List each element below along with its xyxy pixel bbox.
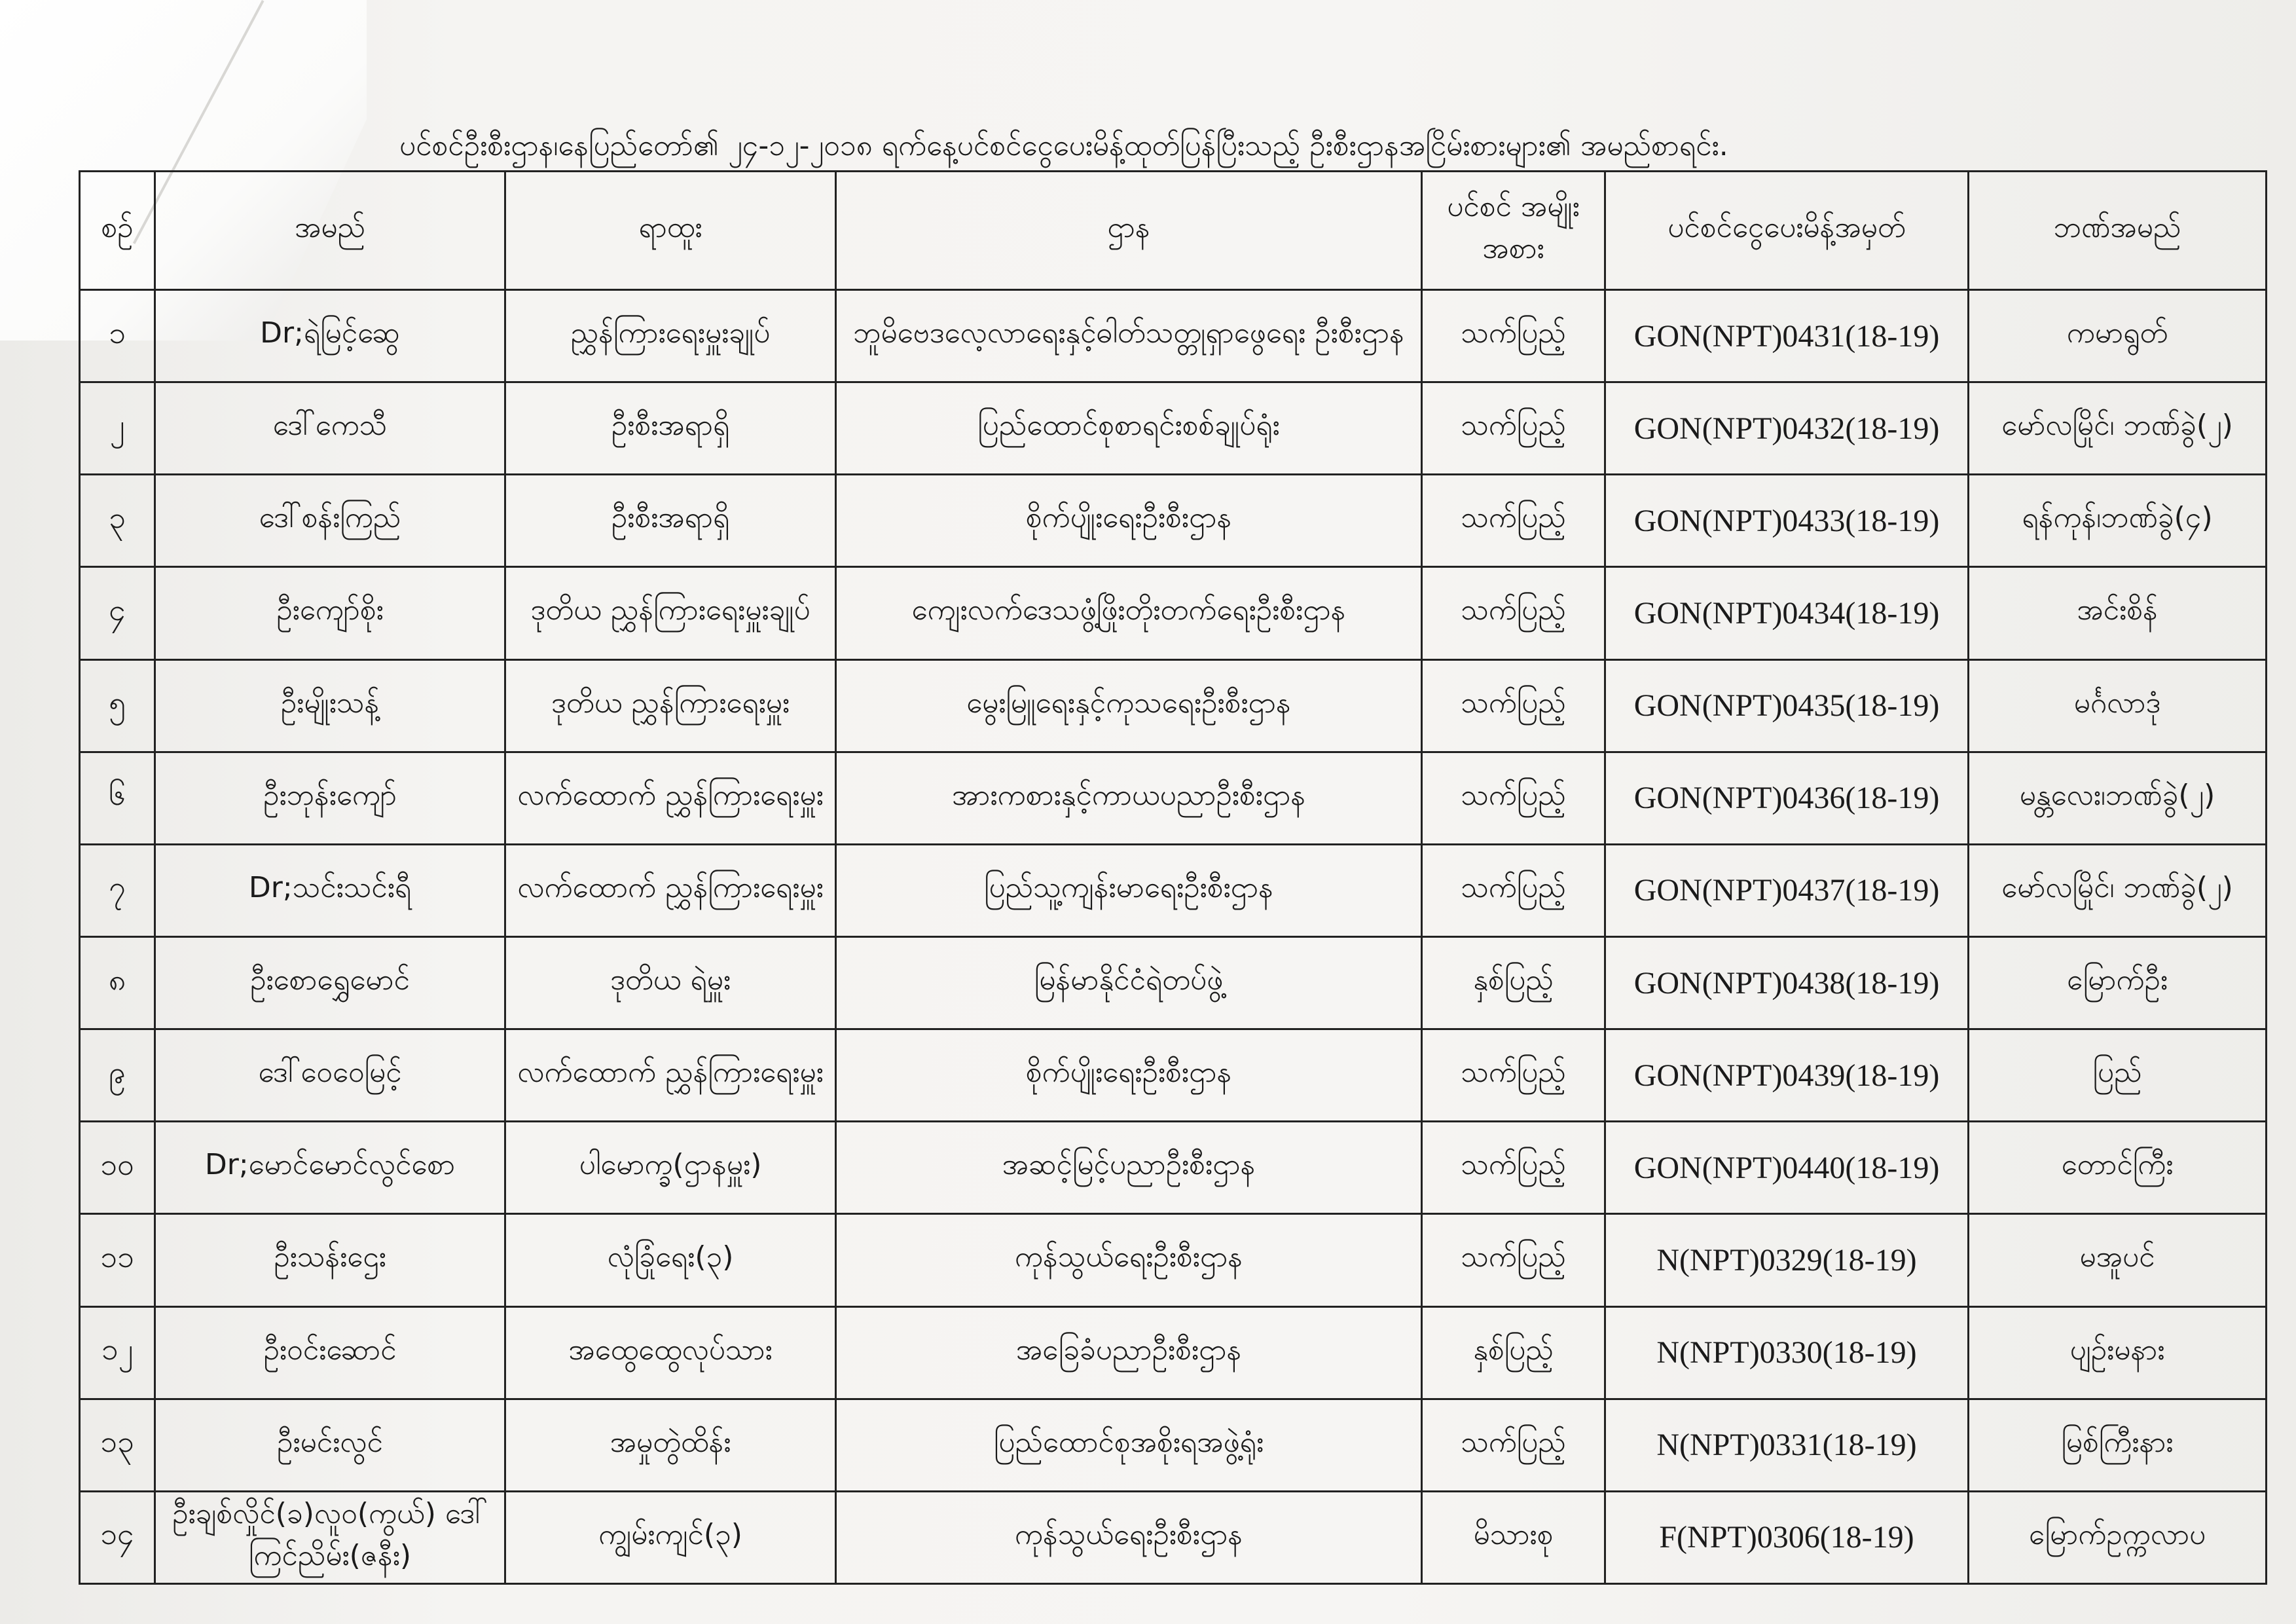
cell-department: မြန်မာနိုင်ငံရဲတပ်ဖွဲ့	[836, 936, 1422, 1029]
cell-rank: ညွှန်ကြားရေးမှူးချုပ်	[505, 290, 836, 382]
table-row	[80, 936, 2267, 1029]
table-row	[80, 1491, 2267, 1583]
cell-order-no: N(NPT)0329(18-19)	[1605, 1214, 1969, 1306]
cell-rank: လက်ထောက် ညွှန်ကြားရေးမှူး	[505, 1029, 836, 1122]
pensioner-table	[79, 170, 2267, 1585]
cell-bank: မော်လမြိုင်၊ ဘဏ်ခွဲ(၂)	[1969, 844, 2267, 936]
cell-pension-type: နှစ်ပြည့်	[1422, 1306, 1605, 1399]
cell-rank: ဦးစီးအရာရှိ	[505, 475, 836, 567]
cell-department: ပြည်ထောင်စုအစိုးရအဖွဲ့ရုံး	[836, 1399, 1422, 1491]
cell-order-no: GON(NPT)0438(18-19)	[1605, 936, 1969, 1029]
cell-name: Dr;သင်းသင်းရီ	[155, 844, 505, 936]
cell-department: ပြည်သူ့ကျန်းမာရေးဦးစီးဌာန	[836, 844, 1422, 936]
cell-pension-type: မိသားစု	[1422, 1491, 1605, 1583]
cell-no: ၆	[80, 752, 155, 844]
cell-name: ဒေါ်ကေသီ	[155, 382, 505, 475]
cell-department: ကုန်သွယ်ရေးဦးစီးဌာန	[836, 1214, 1422, 1306]
cell-order-no: GON(NPT)0434(18-19)	[1605, 567, 1969, 659]
cell-bank: မန္တလေး၊ဘဏ်ခွဲ(၂)	[1969, 752, 2267, 844]
table-row	[80, 659, 2267, 752]
cell-bank: မင်္ဂလာဒုံ	[1969, 659, 2267, 752]
cell-no: ၄	[80, 567, 155, 659]
table-row	[80, 1122, 2267, 1214]
cell-order-no: N(NPT)0330(18-19)	[1605, 1306, 1969, 1399]
cell-no: ၁	[80, 290, 155, 382]
header-department: ဌာန	[836, 172, 1422, 290]
table-row	[80, 1306, 2267, 1399]
cell-bank: ပြည်	[1969, 1029, 2267, 1122]
cell-pension-type: သက်ပြည့်	[1422, 1029, 1605, 1122]
cell-bank: မြစ်ကြီးနား	[1969, 1399, 2267, 1491]
cell-name: ဦးသန်းဌေး	[155, 1214, 505, 1306]
cell-order-no: GON(NPT)0439(18-19)	[1605, 1029, 1969, 1122]
cell-order-no: GON(NPT)0436(18-19)	[1605, 752, 1969, 844]
cell-department: ဘူမိဗေဒလေ့လာရေးနှင့်ဓါတ်သတ္တုရှာဖွေရေး ဦးစီးဌာန	[836, 290, 1422, 382]
cell-pension-type: သက်ပြည့်	[1422, 844, 1605, 936]
cell-department: အခြေခံပညာဦးစီးဌာန	[836, 1306, 1422, 1399]
cell-no: ၁၄	[80, 1491, 155, 1583]
cell-name: Dr;ရဲမြင့်ဆွေ	[155, 290, 505, 382]
cell-no: ၅	[80, 659, 155, 752]
table-row	[80, 290, 2267, 382]
table-row	[80, 1029, 2267, 1122]
cell-pension-type: သက်ပြည့်	[1422, 1122, 1605, 1214]
cell-bank: မအူပင်	[1969, 1214, 2267, 1306]
cell-name: ဦးချစ်လှိုင်(ခ)လူဝ(ကွယ်) ဒေါ်ကြင်ညိမ်း(ဇနီး)	[155, 1491, 505, 1583]
cell-rank: ဦးစီးအရာရှိ	[505, 382, 836, 475]
cell-rank: ကျွမ်းကျင်(၃)	[505, 1491, 836, 1583]
cell-rank: လက်ထောက် ညွှန်ကြားရေးမှူး	[505, 752, 836, 844]
cell-pension-type: သက်ပြည့်	[1422, 1214, 1605, 1306]
table-row	[80, 844, 2267, 936]
table-body	[80, 290, 2267, 1584]
cell-name: ဦးမင်းလွင်	[155, 1399, 505, 1491]
cell-bank: မြောက်ဥက္ကလာပ	[1969, 1491, 2267, 1583]
cell-department: အဆင့်မြင့်ပညာဦးစီးဌာန	[836, 1122, 1422, 1214]
cell-name: ဒေါ်ဝေဝေမြင့်	[155, 1029, 505, 1122]
cell-pension-type: သက်ပြည့်	[1422, 752, 1605, 844]
cell-rank: ဒုတိယ ညွှန်ကြားရေးမှူးချုပ်	[505, 567, 836, 659]
header-no: စဉ်	[80, 172, 155, 290]
cell-bank: အင်းစိန်	[1969, 567, 2267, 659]
header-order-no: ပင်စင်ငွေပေးမိန့်အမှတ်	[1605, 172, 1969, 290]
cell-order-no: GON(NPT)0437(18-19)	[1605, 844, 1969, 936]
cell-pension-type: သက်ပြည့်	[1422, 567, 1605, 659]
table-row	[80, 1399, 2267, 1491]
cell-pension-type: သက်ပြည့်	[1422, 659, 1605, 752]
document-title: ပင်စင်ဦးစီးဌာန၊နေပြည်တော်၏ ၂၄-၁၂-၂၀၁၈ ရက်နေ့ပင်စင်ငွေပေးမိန့်ထုတ်ပြန်ပြီးသည့် ဦးစီးဌာနအငြိမ်းစားများ၏ အမည်စာရင်း.	[399, 129, 1728, 162]
cell-order-no: GON(NPT)0435(18-19)	[1605, 659, 1969, 752]
table-row	[80, 382, 2267, 475]
cell-order-no: F(NPT)0306(18-19)	[1605, 1491, 1969, 1583]
cell-order-no: N(NPT)0331(18-19)	[1605, 1399, 1969, 1491]
cell-order-no: GON(NPT)0432(18-19)	[1605, 382, 1969, 475]
cell-pension-type: နှစ်ပြည့်	[1422, 936, 1605, 1029]
cell-department: မွေးမြူရေးနှင့်ကုသရေးဦးစီးဌာန	[836, 659, 1422, 752]
cell-department: စိုက်ပျိုးရေးဦးစီးဌာန	[836, 1029, 1422, 1122]
cell-name: ဦးဘုန်းကျော်	[155, 752, 505, 844]
cell-no: ၁၂	[80, 1306, 155, 1399]
cell-rank: အမှုတွဲထိန်း	[505, 1399, 836, 1491]
cell-no: ၃	[80, 475, 155, 567]
cell-bank: မော်လမြိုင်၊ ဘဏ်ခွဲ(၂)	[1969, 382, 2267, 475]
header-rank: ရာထူး	[505, 172, 836, 290]
cell-order-no: GON(NPT)0431(18-19)	[1605, 290, 1969, 382]
header-bank: ဘဏ်အမည်	[1969, 172, 2267, 290]
cell-department: ကုန်သွယ်ရေးဦးစီးဌာန	[836, 1491, 1422, 1583]
table-row	[80, 475, 2267, 567]
cell-department: စိုက်ပျိုးရေးဦးစီးဌာန	[836, 475, 1422, 567]
cell-department: ပြည်ထောင်စုစာရင်းစစ်ချုပ်ရုံး	[836, 382, 1422, 475]
header-pension-type: ပင်စင် အမျိုးအစား	[1422, 172, 1605, 290]
cell-no: ၂	[80, 382, 155, 475]
cell-department: ကျေးလက်ဒေသဖွံ့ဖြိုးတိုးတက်ရေးဦးစီးဌာန	[836, 567, 1422, 659]
cell-no: ၁၁	[80, 1214, 155, 1306]
cell-no: ၉	[80, 1029, 155, 1122]
cell-bank: ပျဉ်းမနား	[1969, 1306, 2267, 1399]
cell-pension-type: သက်ပြည့်	[1422, 1399, 1605, 1491]
cell-bank: ကမာရွတ်	[1969, 290, 2267, 382]
cell-rank: ဒုတိယ ညွှန်ကြားရေးမှူး	[505, 659, 836, 752]
cell-name: ဦးမျိုးသန့်	[155, 659, 505, 752]
cell-rank: ဒုတိယ ရဲမှူး	[505, 936, 836, 1029]
table-row	[80, 567, 2267, 659]
cell-pension-type: သက်ပြည့်	[1422, 475, 1605, 567]
cell-bank: တောင်ကြီး	[1969, 1122, 2267, 1214]
cell-rank: အထွေထွေလုပ်သား	[505, 1306, 836, 1399]
cell-name: Dr;မောင်မောင်လွင်စော	[155, 1122, 505, 1214]
cell-rank: ပါမောက္ခ(ဌာနမှူး)	[505, 1122, 836, 1214]
cell-no: ၁၀	[80, 1122, 155, 1214]
cell-order-no: GON(NPT)0440(18-19)	[1605, 1122, 1969, 1214]
header-name: အမည်	[155, 172, 505, 290]
cell-name: ဦးစောရွှေမောင်	[155, 936, 505, 1029]
cell-bank: မြောက်ဦး	[1969, 936, 2267, 1029]
cell-no: ၇	[80, 844, 155, 936]
cell-no: ၁၃	[80, 1399, 155, 1491]
cell-rank: လုံခြုံရေး(၃)	[505, 1214, 836, 1306]
cell-rank: လက်ထောက် ညွှန်ကြားရေးမှူး	[505, 844, 836, 936]
cell-pension-type: သက်ပြည့်	[1422, 382, 1605, 475]
cell-name: ဦးကျော်စိုး	[155, 567, 505, 659]
cell-no: ၈	[80, 936, 155, 1029]
table-row	[80, 752, 2267, 844]
table-header-row	[80, 172, 2267, 290]
cell-name: ဦးဝင်းဆောင်	[155, 1306, 505, 1399]
cell-name: ဒေါ်စန်းကြည်	[155, 475, 505, 567]
cell-bank: ရန်ကုန်၊ဘဏ်ခွဲ(၄)	[1969, 475, 2267, 567]
cell-pension-type: သက်ပြည့်	[1422, 290, 1605, 382]
cell-department: အားကစားနှင့်ကာယပညာဦးစီးဌာန	[836, 752, 1422, 844]
cell-order-no: GON(NPT)0433(18-19)	[1605, 475, 1969, 567]
table-row	[80, 1214, 2267, 1306]
